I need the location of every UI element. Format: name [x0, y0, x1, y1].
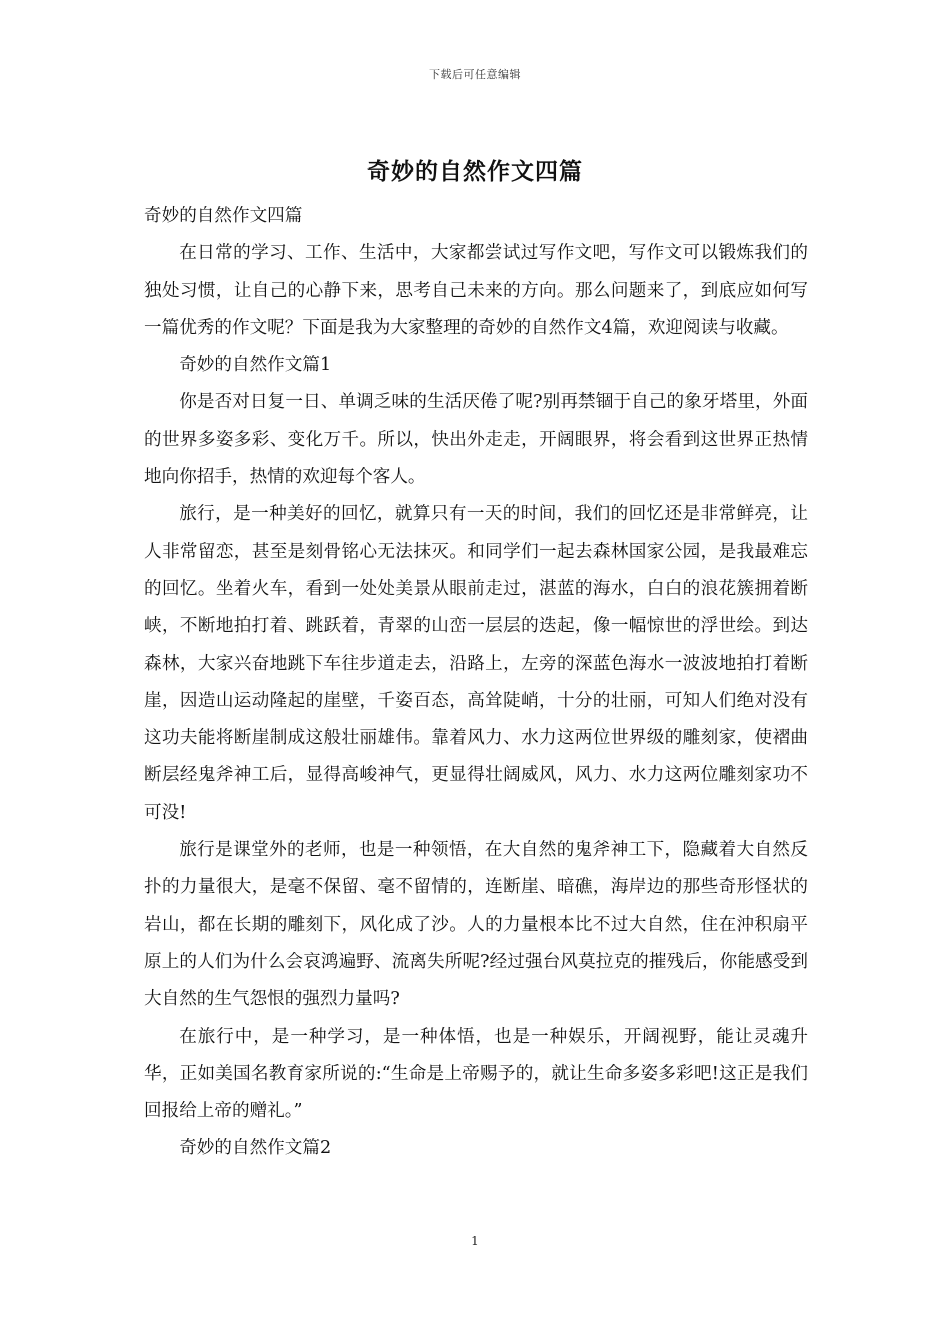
page-number: 1 [471, 1234, 479, 1248]
body-paragraph: 旅行，是一种美好的回忆，就算只有一天的时间，我们的回忆还是非常鲜亮，让人非常留恋，甚至是刻骨铭心无法抹灭。和同学们一起去森林国家公园，是我最难忘的回忆。坐着火车，看到一处处美景从眼前走过，湛蓝的海水，白白的浪花簇拥着断峡，不断地拍打着、跳跃着，青翠的山峦一层层的迭起，像一幅惊世的浮世绘。到达森林，大家兴奋地跳下车往步道走去，沿路上，左旁的深蓝色海水一波波地拍打着断崖，因造山运动隆起的崖壁，千姿百态，高耸陡峭，十分的壮丽，可知人们绝对没有这功夫能将断崖制成这般壮丽雄伟。靠着风力、水力这两位世界级的雕刻家，使褶曲断层经鬼斧神工后，显得高峻神气，更显得壮阔威风，风力、水力这两位雕刻家功不可没! [144, 504, 808, 823]
section-heading-1: 奇妙的自然作文篇1 [179, 355, 332, 376]
body-paragraph: 在旅行中，是一种学习，是一种体悟，也是一种娱乐，开阔视野，能让灵魂升华，正如美国名教育家所说的:“生命是上帝赐予的，就让生命多姿多彩吧!这正是我们回报给上帝的赠礼。” [144, 1026, 808, 1122]
intro-paragraph: 在日常的学习、工作、生活中，大家都尝试过写作文吧，写作文可以锻炼我们的独处习惯，让自己的心静下来，思考自己未来的方向。那么问题来了，到底应如何写一篇优秀的作文呢？下面是我为大家整理的奇妙的自然作文4篇，欢迎阅读与收藏。 [144, 243, 808, 338]
body-paragraph: 旅行是课堂外的老师，也是一种领悟，在大自然的鬼斧神工下，隐藏着大自然反扑的力量很大，是毫不保留、毫不留情的，连断崖、暗礁，海岸边的那些奇形怪状的岩山，都在长期的雕刻下，风化成了沙。人的力量根本比不过大自然，住在沖积扇平原上的人们为什么会哀鸿遍野、流离失所呢?经过强台风莫拉克的摧残后，你能感受到大自然的生气怨恨的强烈力量吗? [144, 840, 808, 1010]
subtitle-paragraph: 奇妙的自然作文四篇 [144, 206, 303, 226]
document-title: 奇妙的自然作文四篇 [367, 158, 583, 185]
page-header-note: 下载后可任意编辑 [429, 68, 521, 81]
document-body [144, 198, 808, 1168]
section-heading-2: 奇妙的自然作文篇2 [179, 1138, 332, 1159]
body-paragraph: 你是否对日复一日、单调乏味的生活厌倦了呢?别再禁锢于自己的象牙塔里，外面的世界多姿多彩、变化万千。所以，快出外走走，开阔眼界，将会看到这世界正热情地向你招手，热情的欢迎每个客人。 [144, 392, 808, 488]
